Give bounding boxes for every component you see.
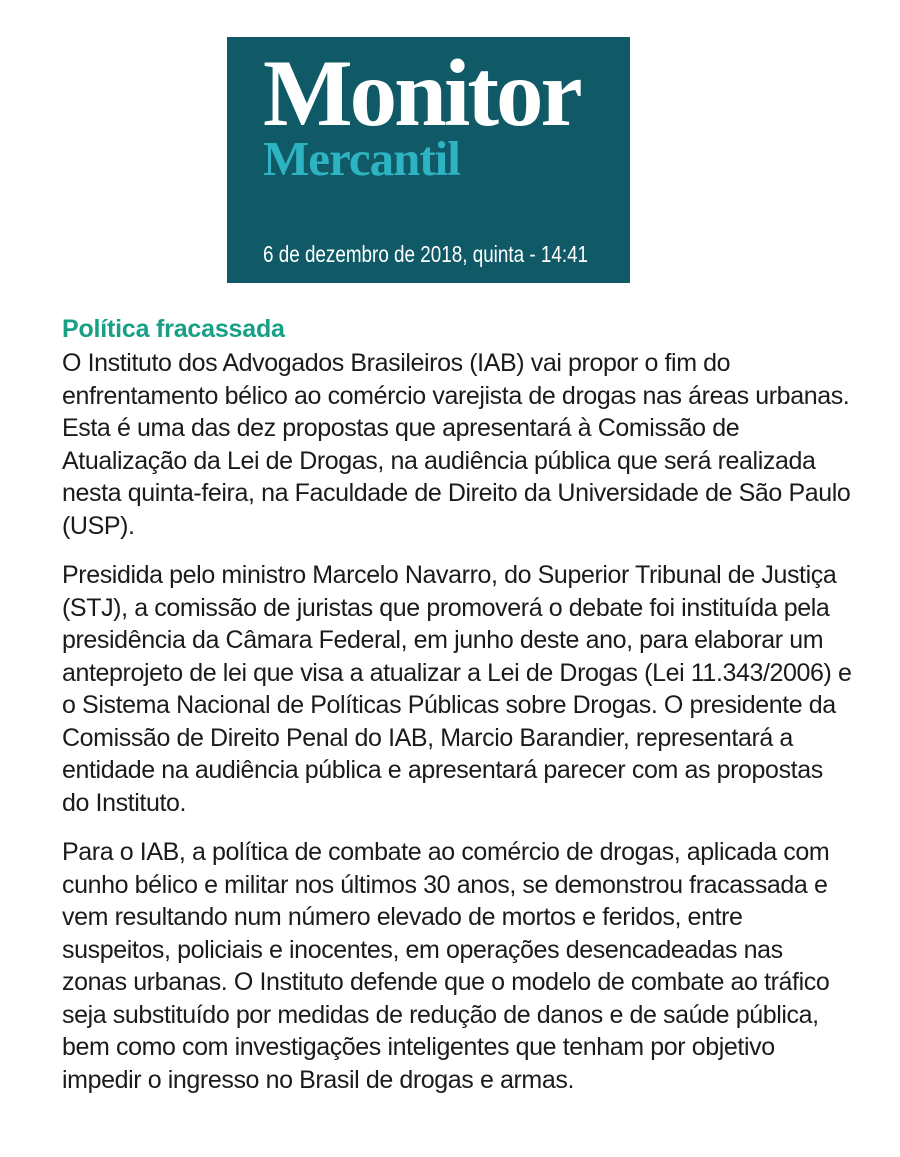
masthead-banner xyxy=(227,37,630,283)
article-paragraph: O Instituto dos Advogados Brasileiros (IAB) vai propor o fim do enfrentamento bélico ao comércio varejista de drogas nas áreas urbanas. Esta é uma das dez propostas que apresentará à Comissão de Atualização da Lei de Drogas, na audiência pública que será realizada nesta quinta-feira, na Faculdade de Direito da Universidade de São Paulo (USP). xyxy=(62,349,851,540)
article-heading: Política fracassada xyxy=(62,315,285,343)
logo-monitor-text: Monitor xyxy=(263,40,580,146)
article-paragraph: Para o IAB, a política de combate ao comércio de drogas, aplicada com cunho bélico e militar nos últimos 30 anos, se demonstrou fracassada e vem resultando num número elevado de mortos e feridos, entre suspeitos, policiais e inocentes, em operações desencadeadas nas zonas urbanas. O Instituto defende que o modelo de combate ao tráfico seja substituído por medidas de redução de danos e de saúde pública, bem como com investigações inteligentes que tenham por objetivo impedir o ingresso no Brasil de drogas e armas. xyxy=(62,838,830,1094)
logo-mercantil-text: Mercantil xyxy=(263,131,460,186)
dateline: 6 de dezembro de 2018, quinta - 14:41 xyxy=(263,241,589,267)
article-paragraph: Presidida pelo ministro Marcelo Navarro, do Superior Tribunal de Justiça (STJ), a comissão de juristas que promoverá o debate foi instituída pela presidência da Câmara Federal, em junho deste ano, para elaborar um anteprojeto de lei que visa a atualizar a Lei de Drogas (Lei 11.343/2006) e o Sistema Nacional de Políticas Públicas sobre Drogas. O presidente da Comissão de Direito Penal do IAB, Marcio Barandier, representará a entidade na audiência pública e apresentará parecer com as propostas do Instituto. xyxy=(62,561,852,817)
article-body xyxy=(62,311,852,1113)
